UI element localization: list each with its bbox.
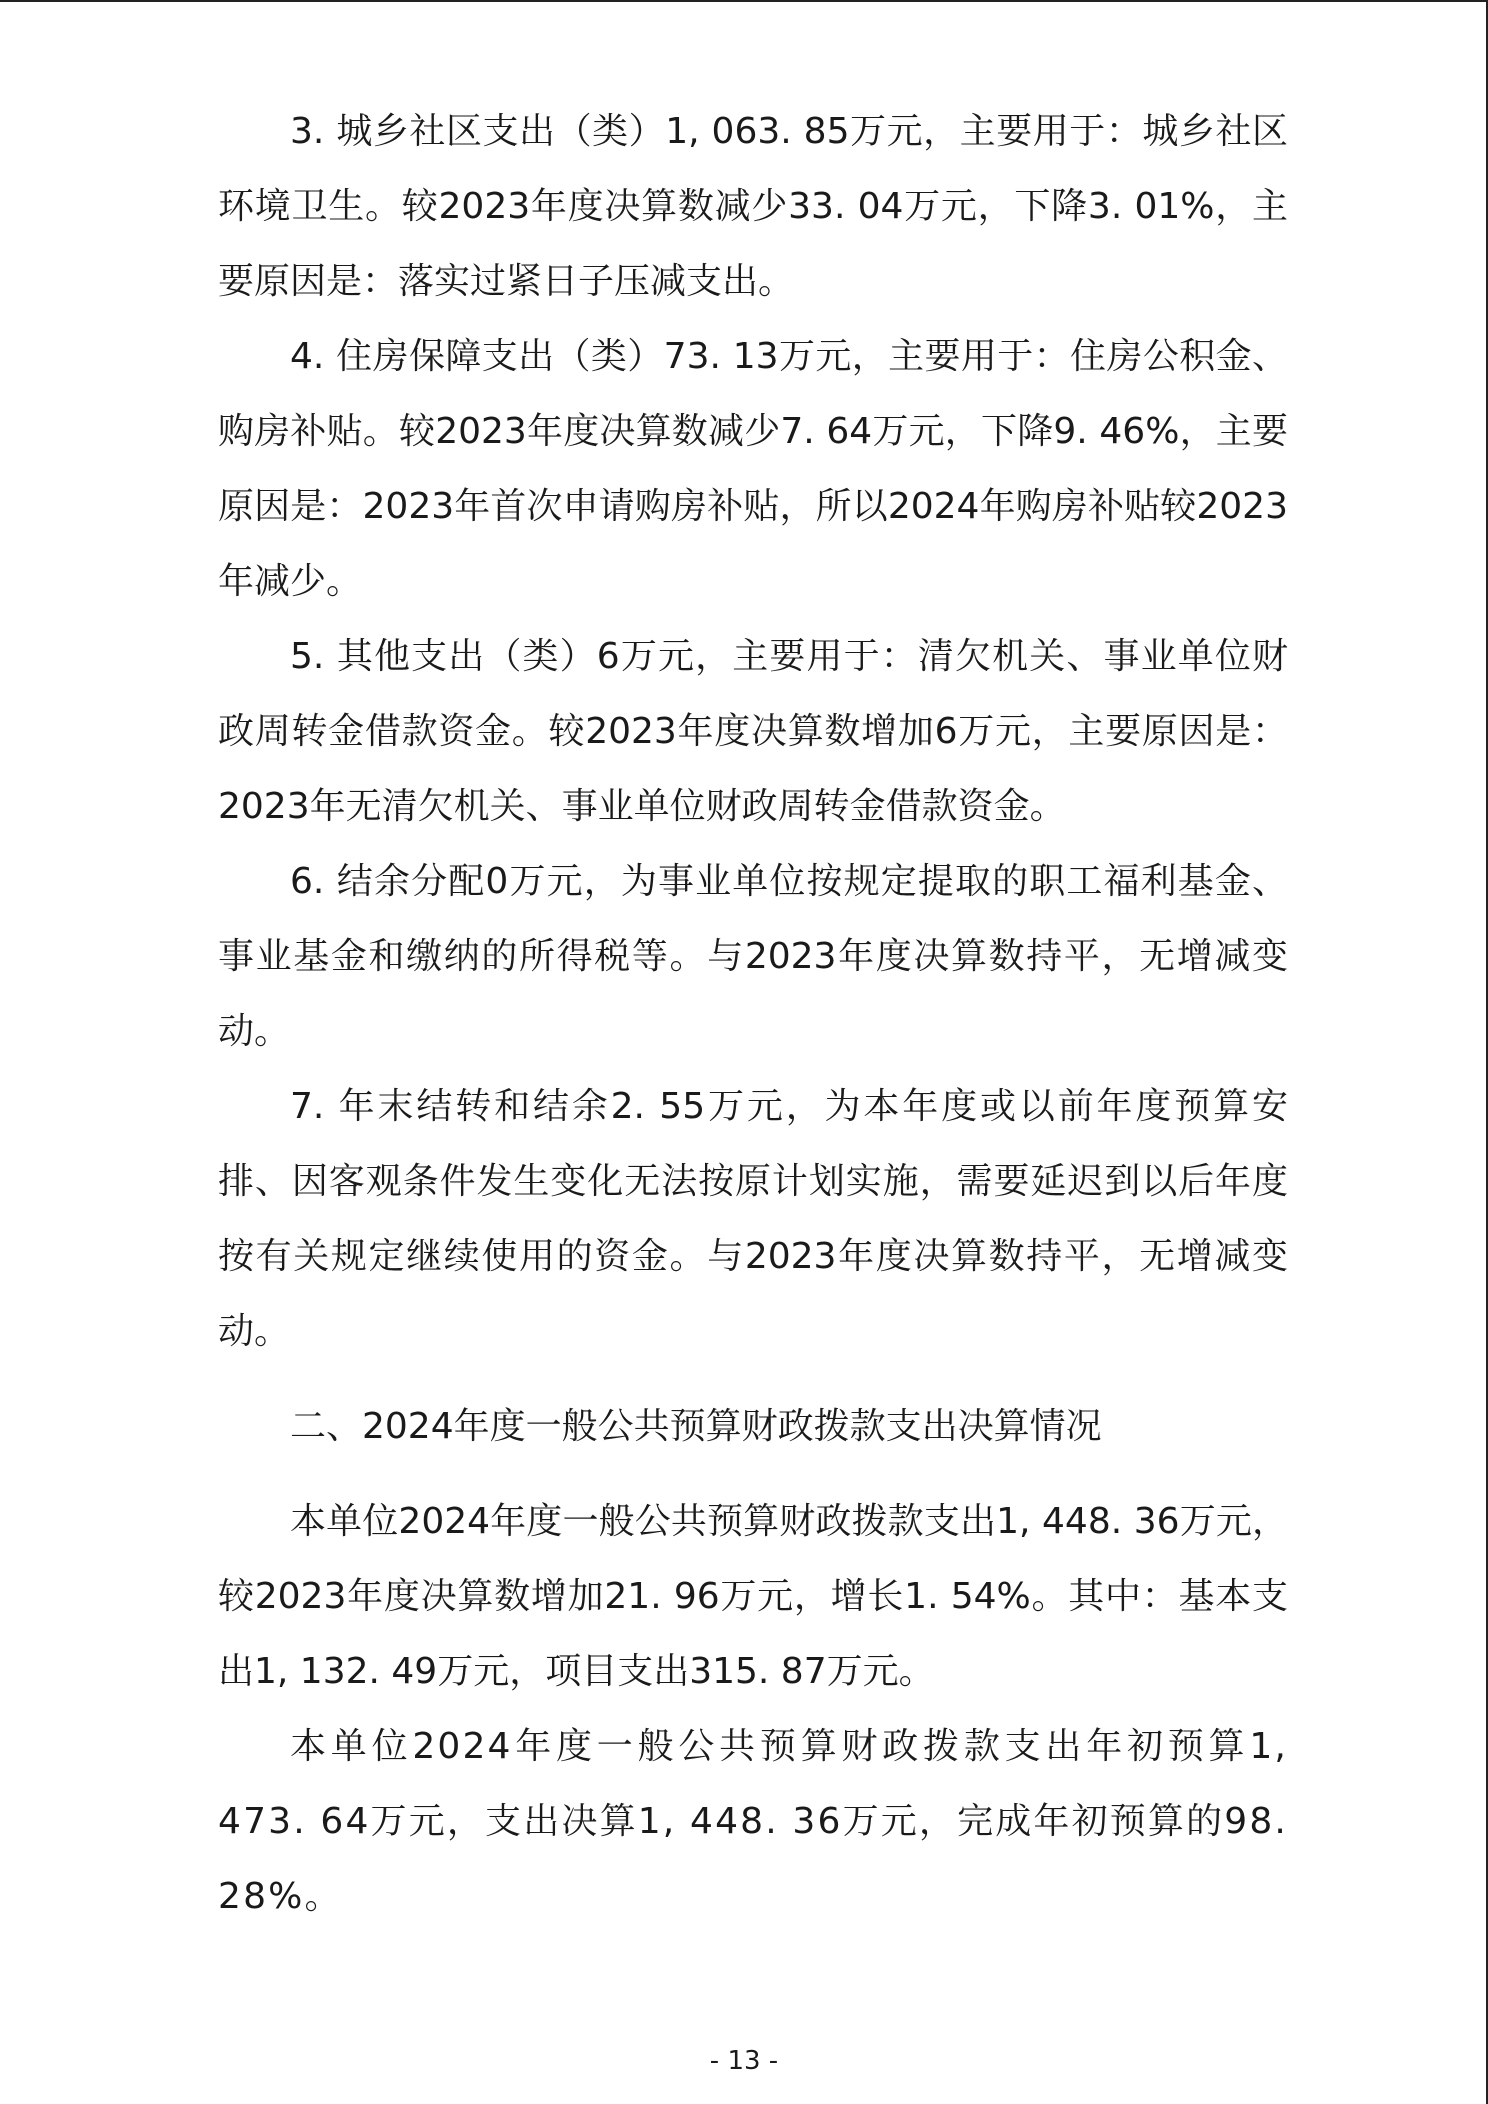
paragraph-urban-rural-community: 3. 城乡社区支出（类）1, 063. 85万元，主要用于：城乡社区环境卫生。较2023年度决算数减少33. 04万元，下降3. 01%，主要原因是：落实过紧日子压减支出。 — [218, 111, 1288, 302]
paragraph-housing-security: 4. 住房保障支出（类）73. 13万元，主要用于：住房公积金、购房补贴。较2023年度决算数减少7. 64万元，下降9. 46%，主要原因是：2023年首次申请购房补贴，所以2024年购房补贴较2023年减少。 — [218, 336, 1288, 602]
paragraph-other-expenditure: 5. 其他支出（类）6万元，主要用于：清欠机关、事业单位财政周转金借款资金。较2023年度决算数增加6万元，主要原因是：2023年无清欠机关、事业单位财政周转金借款资金。 — [218, 636, 1288, 827]
document-body — [218, 94, 1288, 1934]
paragraph-budget-completion: 本单位2024年度一般公共预算财政拨款支出年初预算1, 473. 64万元，支出决算1, 448. 36万元，完成年初预算的98. 28%。 — [218, 1726, 1288, 1917]
paragraph-surplus-distribution: 6. 结余分配0万元，为事业单位按规定提取的职工福利基金、事业基金和缴纳的所得税等。与2023年度决算数持平，无增减变动。 — [218, 861, 1288, 1052]
paragraph-year-end-carryover: 7. 年末结转和结余2. 55万元，为本年度或以前年度预算安排、因客观条件发生变化无法按原计划实施，需要延迟到以后年度按有关规定继续使用的资金。与2023年度决算数持平，无增减变动。 — [218, 1086, 1288, 1352]
page-number: - 13 - — [709, 2046, 779, 2076]
section-heading: 二、2024年度一般公共预算财政拨款支出决算情况 — [290, 1406, 1102, 1447]
paragraph-general-budget-expenditure: 本单位2024年度一般公共预算财政拨款支出1, 448. 36万元，较2023年度决算数增加21. 96万元，增长1. 54%。其中：基本支出1, 132. 49万元，项目支出315. 87万元。 — [218, 1501, 1288, 1692]
